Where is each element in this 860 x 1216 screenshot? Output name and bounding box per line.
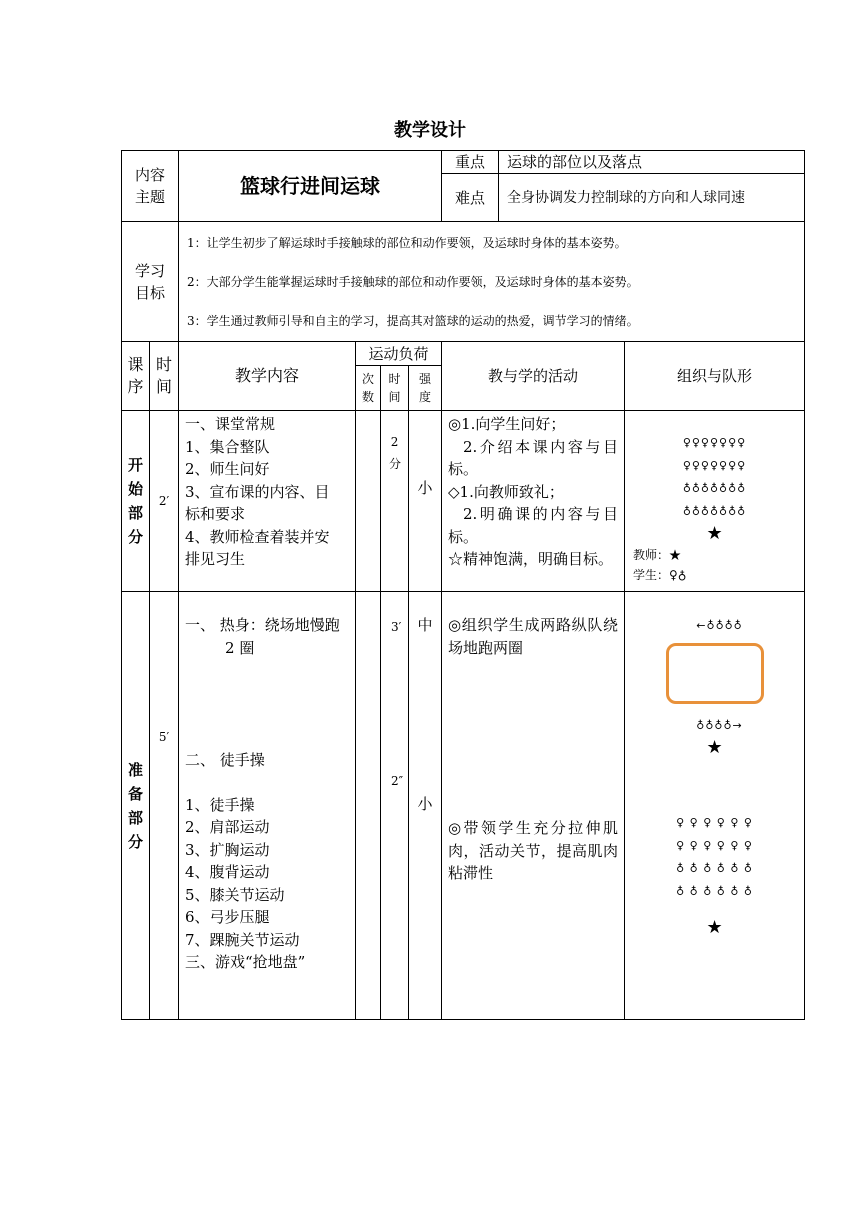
exercise-line: 4、腹背运动 [185,863,270,881]
legend-student: 学生：♀♁ [633,568,687,582]
start-time: 2′ [150,411,179,592]
goal-item: 2：大部分学生能掌握运球时手接触球的部位和动作要领，及运球时身体的基本姿势。 [187,274,639,289]
legend-teacher: 教师：★ [633,548,682,562]
prep-time: 5′ [150,592,179,1020]
start-formation [625,411,805,592]
exercise-duration: 2″ [391,774,404,788]
goal-item: 1：让学生初步了解运球时手接触球的部位和动作要领，及运球时身体的基本姿势。 [187,235,627,250]
start-count [356,411,381,592]
exercise-line: 3、扩胸运动 [185,840,270,859]
topic-title: 篮球行进间运球 [179,151,442,222]
content-line: 4、教师检查着装并安 [185,527,330,546]
exercise-line: 7、踝腕关节运动 [185,930,300,949]
exercise-line: 6、弓步压腿 [185,908,270,926]
prep-formation [625,592,805,1020]
prep-duration [381,592,409,1020]
activity-line: ☆精神饱满，明确目标。 [448,550,614,568]
activity-line: ◎1.向学生问好； [448,415,566,433]
content-line: 标和要求 [185,505,246,523]
exercise-intensity: 小 [417,795,433,813]
col-section: 课序 [122,342,150,411]
col-content: 教学内容 [179,342,356,411]
col-activity: 教与学的活动 [442,342,625,411]
formation-row: ♁ ♁ ♁ ♁ ♁ ♁ [676,885,753,898]
content-line: 3、宣布课的内容、目 [185,482,330,501]
exercise-line: 2、肩部运动 [185,818,270,836]
warmup-line: 一、 热身：绕场地慢跑 2 圈 [185,616,340,657]
exercise-line: 5、膝关节运动 [185,885,285,904]
key-point: 运球的部位以及落点 [499,151,805,174]
col-count: 次数 [356,366,381,411]
lesson-table [121,150,805,1020]
activity-line: ◇1.向教师致礼； [448,482,564,501]
prep-intensity [409,592,442,1020]
formation-row: ♁♁♁♁♁♁♁ [682,482,747,495]
activity-line: 2.明确课的内容与目标。 [448,505,619,546]
exercise-activity: ◎带领学生充分拉伸肌肉，活动关节，提高肌肉粘滞性 [448,819,619,882]
col-duration: 时间 [381,366,409,411]
content-line: 1、集合整队 [185,437,270,456]
prep-count [356,592,381,1020]
start-content [179,411,356,592]
col-load: 运动负荷 [356,342,442,366]
teacher-star-icon: ★ [706,737,723,758]
content-line: 排见习生 [185,550,246,568]
start-duration: 2分 [381,411,409,592]
teacher-star-icon: ★ [706,523,723,544]
warmup-intensity: 中 [417,616,433,634]
warmup-duration: 3′ [391,620,402,634]
formation-row: ♀ ♀ ♀ ♀ ♀ ♀ [676,816,753,829]
page-title: 教学设计 [394,120,466,141]
formation-row: ♀♀♀♀♀♀♀ [682,459,747,472]
exercise-line: 1、徒手操 [185,795,255,814]
run-line-top: ←♁♁♁♁ [696,619,743,632]
activity-line: 2.介绍本课内容与目标。 [448,437,619,478]
section-start: 开始部分 [122,411,150,592]
formation-row: ♀ ♀ ♀ ♀ ♀ ♀ [676,839,753,852]
goal-item: 3：学生通过教师引导和自主的学习，提高其对篮球的运动的热爱，调节学习的情绪。 [187,313,639,328]
prep-activity [442,592,625,1020]
run-line-bottom: ♁♁♁♁→ [696,719,743,732]
exercise-line: 三、游戏“抢地盘” [185,953,306,971]
running-track [666,643,764,704]
formation-row: ♁♁♁♁♁♁♁ [682,505,747,518]
formation-row: ♀♀♀♀♀♀♀ [682,436,747,449]
col-intensity: 强度 [409,366,442,411]
formation-row: ♁ ♁ ♁ ♁ ♁ ♁ [676,862,753,875]
key-label: 重点 [442,151,499,174]
start-intensity: 小 [409,411,442,592]
content-line: 一、课堂常规 [185,415,276,433]
col-time: 时间 [150,342,179,411]
warmup-activity: ◎组织学生成两路纵队绕场地跑两圈 [448,616,619,657]
difficulty-label: 难点 [442,174,499,222]
section-prep: 准备部分 [122,592,150,1020]
goals-label: 学习目标 [122,222,179,342]
start-activity [442,411,625,592]
topic-label: 内容主题 [122,151,179,222]
exercise-title: 二、 徒手操 [185,751,265,769]
difficulty-point: 全身协调发力控制球的方向和人球同速 [499,174,805,222]
prep-content [179,592,356,1020]
content-line: 2、师生问好 [185,460,270,478]
col-formation: 组织与队形 [625,342,805,411]
goals-list [179,222,805,342]
teacher-star-icon: ★ [706,917,723,938]
